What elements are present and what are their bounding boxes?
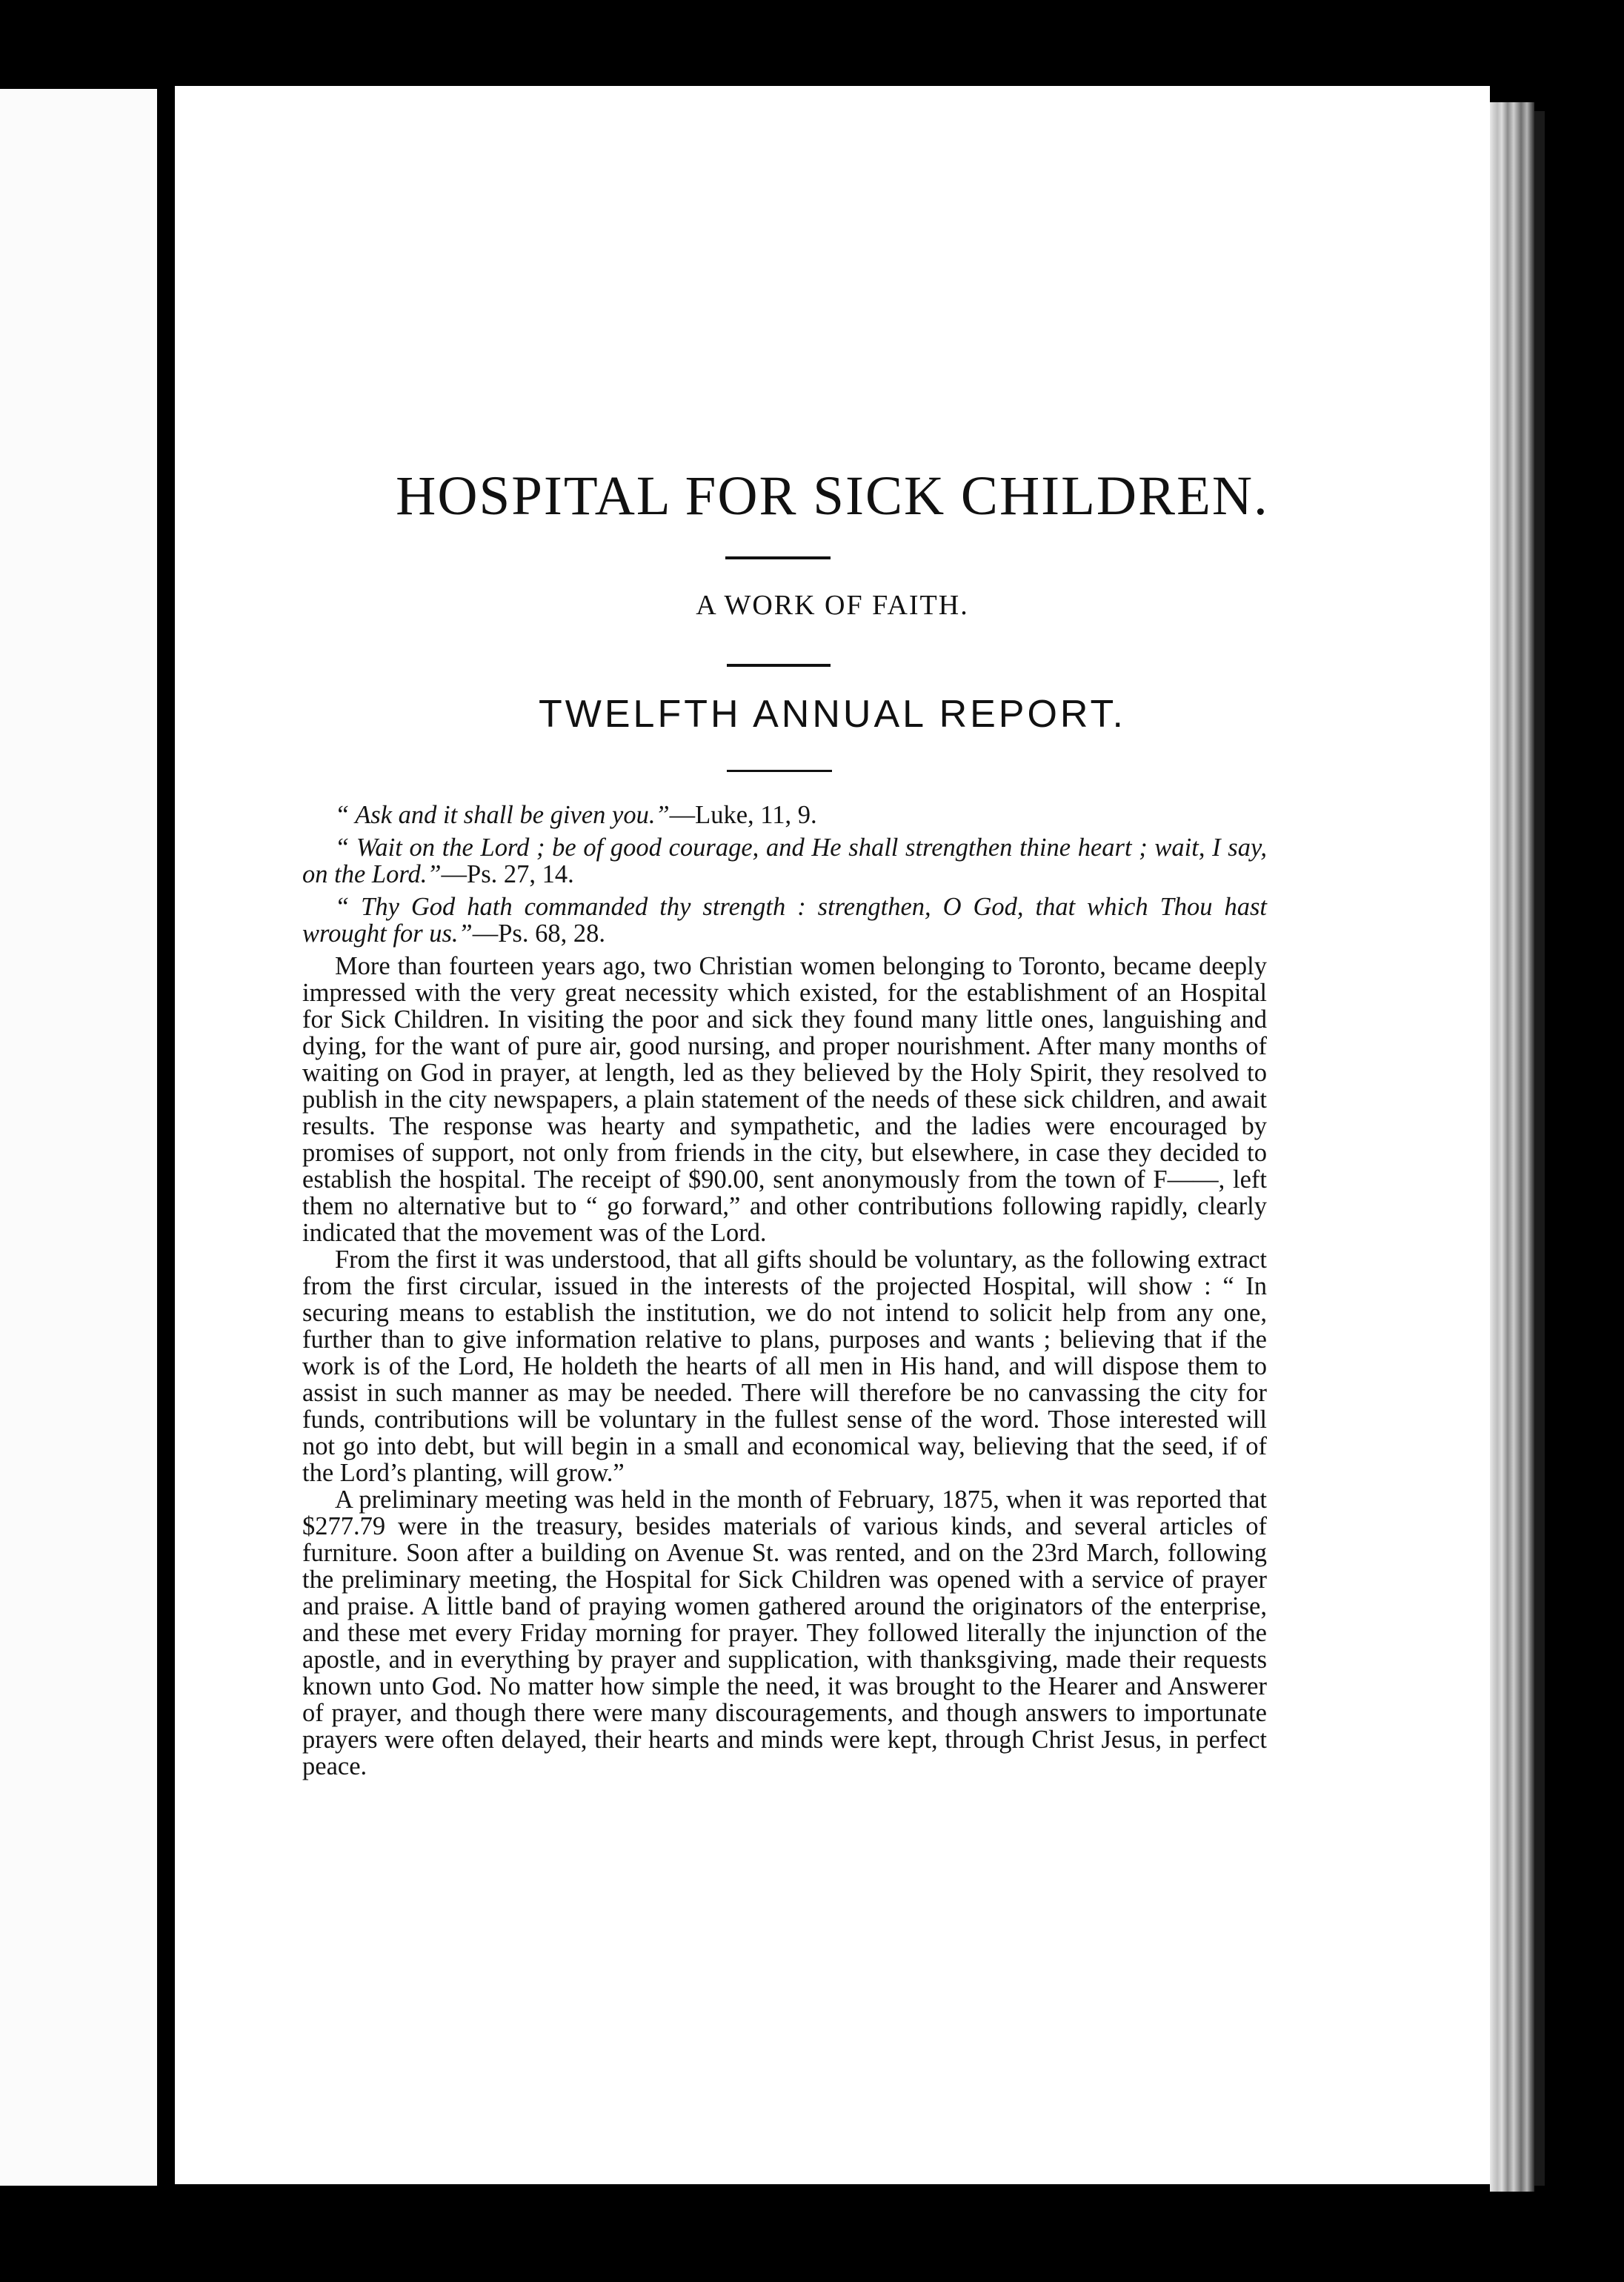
body-paragraph: A preliminary meeting was held in the month of February, 1875, when it was reported that $277.79 were in the treasury, besides materials of various kinds, and several articles of furniture. Soon after a building on Avenue St. was rented, and on the 23rd March, following the preliminary meeting, the Hospital for Sick Children was opened with a service of prayer and praise. A little band of praying women gathered around the originators of the enterprise, and these met every Friday morning for prayer. They followed literally the injunction of the apostle, and in everything by prayer and supplication, with thanksgiving, made their requests known unto God. No matter how simple the need, it was brought to the Hearer and Answerer of prayer, and though there were many discouragements, and though answers to importunate prayers were often delayed, their hearts and minds were kept, through Christ Jesus, in perfect peace. xyxy=(302,1486,1267,1780)
epigraph-reference: —Ps. 27, 14. xyxy=(441,860,574,888)
body-paragraph: From the first it was understood, that all gifts should be voluntary, as the following extract from the first circular, issued in the interests of the projected Hospital, will show : “ In securing means to establish the institution, we do not intend to solicit help from any one, further than to give information relative to plans, purposes and wants ; believing that if the work is of the Lord, He holdeth the hearts of all men in His hand, and will dispose them to assist in such manner as may be needed. There will therefore be no canvassing the city for funds, contributions will be voluntary in the fullest sense of the word. Those interested will not go into debt, but will begin in a small and economical way, believing that the seed, if of the Lord’s planting, will grow.” xyxy=(302,1245,1267,1487)
body-paragraph: More than fourteen years ago, two Christian women belonging to Toronto, became deeply impressed with the very great necessity which existed, for the establishment of an Hospital for Sick Children. In visiting the poor and sick they found many little ones, languishing and dying, for the want of pure air, good nursing, and proper nourishment. After many months of waiting on God in prayer, at length, led as they believed by the Holy Spirit, they resolved to publish in the city newspapers, a plain statement of the needs of these sick children, and await results. The response was hearty and sympathetic, and the ladies were encouraged by promises of support, not only from friends in the city, but elsewhere, in case they decided to establish the hospital. The receipt of $90.00, sent anonymously from the town of F——, left them no alternative but to “ go forward,” and other contributions following rapidly, clearly indicated that the movement was of the Lord. xyxy=(302,952,1267,1247)
epigraph-quote: “ Wait on the Lord ; be of good courage, and He shall strengthen thine heart ; wait, I say, on the Lord.” xyxy=(302,834,1267,888)
report-divider xyxy=(727,770,832,772)
subtitle-divider xyxy=(727,664,831,667)
page-title: HOSPITAL FOR SICK CHILDREN. xyxy=(396,465,1269,527)
report-heading: TWELFTH ANNUAL REPORT. xyxy=(539,693,1126,736)
previous-page-edge xyxy=(0,89,157,2186)
page-subtitle: A WORK OF FAITH. xyxy=(696,590,969,621)
title-divider xyxy=(725,556,831,559)
page-block-edge xyxy=(1490,102,1534,2192)
epigraph-reference: —Luke, 11, 9. xyxy=(669,801,817,829)
epigraph xyxy=(302,802,1267,828)
epigraph xyxy=(302,834,1267,888)
document-body xyxy=(302,802,1267,1780)
epigraph-reference: —Ps. 68, 28. xyxy=(472,919,605,948)
epigraph-quote: “ Ask and it shall be given you.” xyxy=(335,801,670,829)
epigraph-quote: “ Thy God hath commanded thy strength : strengthen, O God, that which Thou hast wrought for us.” xyxy=(302,893,1267,948)
book-spine-shadow xyxy=(1534,111,1545,2186)
epigraph xyxy=(302,894,1267,947)
